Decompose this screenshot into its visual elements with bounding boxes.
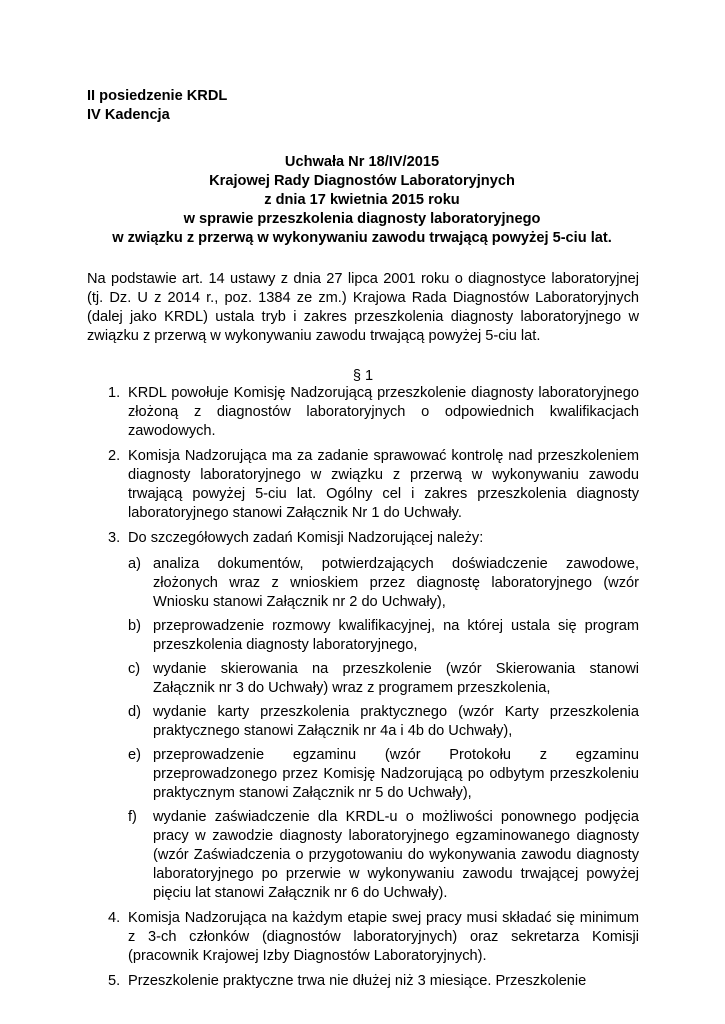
sub-list-item	[128, 746, 639, 803]
sub-item-text: wydanie karty przeszkolenia praktycznego (wzór Karty przeszkolenia praktycznego stanowi Załącznik nr 4a i 4b do Uchwały),	[153, 704, 639, 739]
term-label: IV Kadencja	[87, 107, 170, 123]
sub-item-letter: b)	[128, 618, 141, 634]
item-text: Do szczegółowych zadań Komisji Nadzorującej należy:	[128, 530, 484, 546]
sub-item-text: wydanie zaświadczenie dla KRDL-u o możliwości ponownego podjęcia pracy w zawodzie diagnosty laboratoryjnego egzaminowanego diagnosty (wzór Zaświadczenia o przygotowaniu do wykonywania zawodu diagnosty laboratoryjnego po przerwie w wykonywaniu zawodu trwającej powyżej pięciu lat stanowi Załącznik nr 6 do Uchwały).	[153, 809, 639, 901]
sub-list-item	[128, 617, 639, 655]
section-heading: § 1	[352, 368, 374, 384]
document-header	[87, 87, 227, 125]
item-text: Komisja Nadzorująca ma za zadanie sprawować kontrolę nad przeszkoleniem diagnosty laboratoryjnego w związku z przerwą w wykonywaniu zawodu trwającą powyżej 5-ciu lat. Ogólny cel i zakres przeszkolenia diagnosty laboratoryjnego stanowi Załącznik Nr 1 do Uchwały.	[128, 448, 639, 521]
sub-item-letter: d)	[128, 704, 141, 720]
list-item	[87, 384, 639, 441]
sub-item-text: przeprowadzenie rozmowy kwalifikacyjnej, na której ustala się program przeszkolenia diagnosty laboratoryjnego,	[153, 618, 639, 653]
item-text: Komisja Nadzorująca na każdym etapie swej pracy musi składać się minimum z 3-ch członków (diagnostów laboratoryjnych) oraz sekretarza Komisji (pracownik Krajowej Izby Diagnostów Laboratoryjnych).	[128, 910, 639, 964]
item-number: 1.	[108, 385, 121, 401]
sub-item-text: analiza dokumentów, potwierdzających doświadczenie zawodowe, złożonych wraz z wnioskiem przez diagnostę laboratoryjnego (wzór Wniosku stanowi Załącznik nr 2 do Uchwały),	[153, 556, 639, 610]
issuing-body: Krajowej Rady Diagnostów Laboratoryjnych	[209, 173, 515, 189]
sub-item-letter: c)	[128, 661, 141, 677]
sub-list-item	[128, 555, 639, 612]
sub-item-letter: f)	[128, 809, 137, 825]
item-number: 4.	[108, 910, 121, 926]
list-item	[87, 447, 639, 523]
sub-item-letter: e)	[128, 747, 141, 763]
sub-item-letter: a)	[128, 556, 141, 572]
sub-list-item	[128, 703, 639, 741]
resolution-number: Uchwała Nr 18/IV/2015	[284, 154, 440, 170]
legal-basis-paragraph: Na podstawie art. 14 ustawy z dnia 27 lipca 2001 roku o diagnostyce laboratoryjnej (tj. Dz. U z 2014 r., poz. 1384 ze zm.) Krajowa Rada Diagnostów Laboratoryjnych (dalej jako KRDL) ustala tryb i zakres przeszkolenia diagnosty laboratoryjnego w związku z przerwą w wykonywaniu zawodu trwającą powyżej 5-ciu lat.	[87, 271, 639, 344]
list-item	[87, 909, 639, 966]
list-item	[87, 529, 639, 903]
resolution-subject: w sprawie przeszkolenia diagnosty laboratoryjnego	[183, 211, 541, 227]
duties-sublist	[128, 555, 639, 903]
item-number: 3.	[108, 530, 121, 546]
session-label: II posiedzenie KRDL	[87, 88, 228, 104]
provisions-list	[87, 384, 639, 997]
resolution-date: z dnia 17 kwietnia 2015 roku	[264, 192, 460, 208]
item-text: KRDL powołuje Komisję Nadzorującą przeszkolenie diagnosty laboratoryjnego złożoną z diagnostów laboratoryjnych o odpowiednich kwalifikacjach zawodowych.	[128, 385, 639, 439]
item-text: Przeszkolenie praktyczne trwa nie dłużej niż 3 miesiące. Przeszkolenie	[128, 973, 587, 989]
sub-list-item	[128, 660, 639, 698]
sub-item-text: przeprowadzenie egzaminu (wzór Protokołu z egzaminu przeprowadzonego przez Komisję Nadzorującą po odbytym przeszkoleniu praktycznym stanowi Załącznik nr 5 do Uchwały),	[153, 747, 639, 801]
sub-item-text: wydanie skierowania na przeszkolenie (wzór Skierowania stanowi Załącznik nr 3 do Uchwały) wraz z programem przeszkolenia,	[153, 661, 639, 696]
resolution-title	[87, 153, 637, 248]
list-item	[87, 972, 639, 991]
item-number: 2.	[108, 448, 121, 464]
resolution-subject-cont: w związku z przerwą w wykonywaniu zawodu trwającą powyżej 5-ciu lat.	[112, 230, 612, 246]
sub-list-item	[128, 808, 639, 903]
item-number: 5.	[108, 973, 121, 989]
